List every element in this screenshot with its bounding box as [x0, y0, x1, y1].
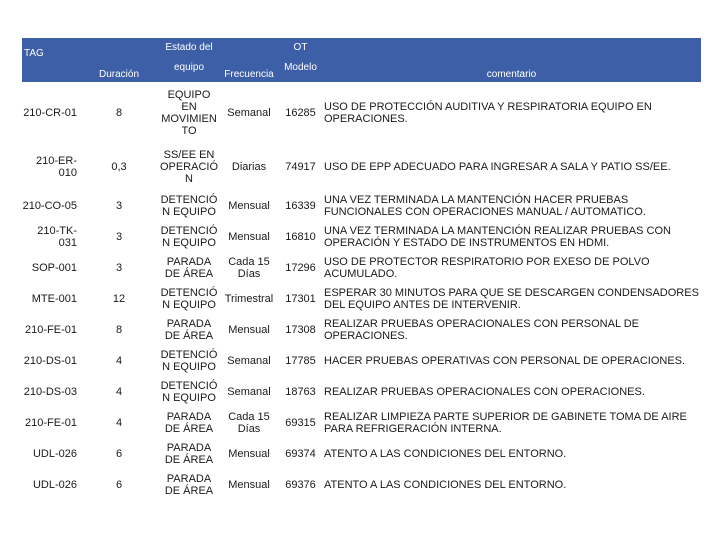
row-duracion: 3: [115, 261, 123, 274]
row-estado: DETENCIÓ N EQUIPO: [160, 224, 218, 249]
row-tag: 210-FE-01: [25, 323, 77, 336]
row-duracion: 12: [112, 292, 126, 305]
row-frecuencia: Semanal: [227, 107, 271, 119]
row-frecuencia: Semanal: [227, 385, 271, 398]
header-ot: OT: [293, 42, 308, 53]
row-tag: UDL-026: [32, 447, 77, 460]
row-estado: SS/EE EN OPERACIÓ N: [159, 149, 219, 185]
row-modelo: 74917: [285, 161, 316, 173]
table-row: [22, 407, 701, 438]
table-row: [22, 345, 701, 376]
table-row: [22, 283, 701, 314]
row-frecuencia: Cada 15 Días: [228, 255, 270, 280]
row-comentario: ATENTO A LAS CONDICIONES DEL ENTORNO.: [324, 447, 567, 460]
row-duracion: 4: [115, 354, 123, 367]
header-estado-line1: Estado del: [165, 42, 213, 53]
row-duracion: 8: [115, 107, 123, 119]
row-duracion: 3: [115, 199, 123, 212]
row-estado: DETENCIÓ N EQUIPO: [160, 348, 218, 373]
row-modelo: 69376: [285, 478, 316, 491]
row-frecuencia: Trimestral: [224, 292, 274, 305]
row-estado: PARADA DE ÁREA: [164, 441, 214, 466]
row-comentario: REALIZAR PRUEBAS OPERACIONALES CON PERSONAL DE OPERACIONES.: [324, 317, 640, 342]
row-comentario: HACER PRUEBAS OPERATIVAS CON PERSONAL DE OPERACIONES.: [324, 354, 686, 367]
row-comentario: USO DE EPP ADECUADO PARA INGRESAR A SALA Y PATIO SS/EE.: [324, 161, 671, 173]
row-duracion: 4: [115, 416, 123, 429]
row-tag: 210-CR-01: [23, 107, 77, 119]
row-duracion: 8: [115, 323, 123, 336]
row-comentario: UNA VEZ TERMINADA LA MANTENCIÓN HACER PRUEBAS FUNCIONALES CON OPERACIONES MANUAL / AUTOMATICO.: [324, 193, 646, 218]
row-modelo: 16810: [285, 230, 316, 243]
header-modelo: Modelo: [284, 62, 317, 73]
row-comentario: ATENTO A LAS CONDICIONES DEL ENTORNO.: [324, 478, 567, 491]
row-duracion: 3: [115, 230, 123, 243]
row-modelo: 17296: [285, 261, 316, 274]
row-modelo: 17301: [285, 292, 316, 305]
header-comentario: comentario: [322, 38, 701, 82]
table-row: [22, 82, 701, 144]
row-duracion: 4: [115, 385, 123, 398]
row-frecuencia: Mensual: [228, 478, 270, 491]
row-frecuencia: Mensual: [228, 447, 270, 460]
row-comentario: REALIZAR LIMPIEZA PARTE SUPERIOR DE GABINETE TOMA DE AIRE PARA REFRIGERACIÓN INTERNA.: [324, 410, 687, 435]
row-duracion: 6: [115, 447, 123, 460]
header-estado-line2: equipo: [173, 62, 205, 73]
table-row: [22, 221, 701, 252]
header-ot-modelo: [279, 38, 322, 82]
maintenance-table: [22, 38, 701, 500]
row-comentario: UNA VEZ TERMINADA LA MANTENCIÓN REALIZAR PRUEBAS CON OPERACIÓN Y ESTADO DE INSTRUMENTOS EN HDMI.: [324, 224, 671, 249]
row-modelo: 16339: [285, 199, 316, 212]
row-tag: 210-FE-01: [25, 416, 77, 429]
table-row: [22, 252, 701, 283]
row-frecuencia: Diarias: [231, 161, 267, 173]
row-estado: DETENCIÓ N EQUIPO: [160, 379, 218, 404]
row-estado: PARADA DE ÁREA: [164, 410, 214, 435]
row-modelo: 16285: [285, 107, 316, 119]
row-modelo: 69374: [285, 447, 316, 460]
row-tag: 210-CO-05: [22, 199, 77, 212]
row-estado: EQUIPO EN MOVIMIEN TO: [161, 89, 217, 137]
row-modelo: 17785: [285, 354, 316, 367]
row-frecuencia: Mensual: [228, 199, 270, 212]
header-row: [22, 38, 701, 82]
row-modelo: 69315: [285, 416, 316, 429]
row-frecuencia: Mensual: [228, 323, 270, 336]
row-estado: PARADA DE ÁREA: [164, 317, 214, 342]
row-tag: SOP-001: [31, 261, 77, 274]
table-row: [22, 438, 701, 469]
row-frecuencia: Mensual: [228, 230, 270, 243]
row-comentario: REALIZAR PRUEBAS OPERACIONALES CON OPERACIONES.: [324, 385, 645, 398]
row-tag: 210-DS-03: [23, 385, 77, 398]
table-row: [22, 314, 701, 345]
row-estado: PARADA DE ÁREA: [164, 472, 214, 497]
table-row: [22, 190, 701, 221]
row-tag: 210-ER-010: [36, 155, 77, 179]
row-comentario: USO DE PROTECTOR RESPIRATORIO POR EXESO DE POLVO ACUMULADO.: [324, 255, 650, 280]
row-frecuencia: Semanal: [227, 354, 271, 367]
row-frecuencia: Cada 15 Días: [228, 410, 270, 435]
row-modelo: 17308: [285, 323, 316, 336]
row-tag: UDL-026: [32, 478, 77, 491]
row-comentario: ESPERAR 30 MINUTOS PARA QUE SE DESCARGEN CONDENSADORES DEL EQUIPO ANTES DE INTERVENIR.: [324, 286, 699, 311]
row-tag: 210-TK-031: [37, 224, 77, 249]
row-estado: PARADA DE ÁREA: [164, 255, 214, 280]
header-estado: [159, 38, 219, 82]
table-row: [22, 469, 701, 500]
row-duracion: 6: [115, 478, 123, 491]
table-body: [22, 82, 701, 500]
row-tag: MTE-001: [31, 292, 77, 305]
header-duracion: Duración: [79, 38, 159, 82]
header-tag: TAG: [22, 38, 79, 82]
table-row: [22, 376, 701, 407]
row-estado: DETENCIÓ N EQUIPO: [160, 193, 218, 218]
row-comentario: USO DE PROTECCIÓN AUDITIVA Y RESPIRATORIA EQUIPO EN OPERACIONES.: [324, 101, 652, 125]
row-tag: 210-DS-01: [23, 354, 77, 367]
row-estado: DETENCIÓ N EQUIPO: [160, 286, 218, 311]
table-row: [22, 144, 701, 190]
row-duracion: 0,3: [111, 161, 127, 173]
row-modelo: 18763: [285, 385, 316, 398]
header-frecuencia: Frecuencia: [219, 38, 279, 82]
